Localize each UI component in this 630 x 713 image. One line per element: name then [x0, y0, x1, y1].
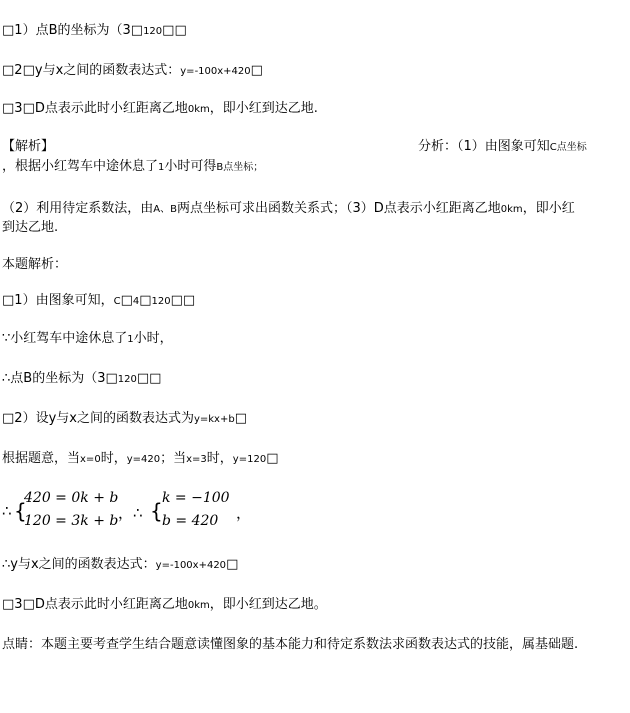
- solution-step-3: ∴点B的坐标为（3□120□□: [2, 371, 162, 386]
- dianjing-comment: 点睛：本题主要考查学生结合题意读懂图象的基本能力和待定系数法求函数表达式的技能，属基础题.: [2, 637, 579, 652]
- analysis-paragraph: （2）利用待定系数法，由A、B两点坐标可求出函数关系式；（3）D点表示小红距离乙地0km，即小红 到达乙地.: [2, 201, 575, 235]
- equation-2: 120 = 3k + b: [24, 513, 119, 529]
- solution-step-4: □2）设y与x之间的函数表达式为y=kx+b□: [2, 411, 247, 426]
- equation-3: k = −100: [162, 490, 230, 506]
- analysis-intro: 分析：（1）由图象可知C点坐标: [418, 139, 587, 154]
- therefore-symbol: ∴: [2, 502, 12, 520]
- equation-1: 420 = 0k + b: [24, 490, 119, 506]
- solution-step-1: □1）由图象可知，C□4□120□□: [2, 293, 196, 308]
- solution-step-7: ∴y与x之间的函数表达式：y=-100x+420□: [2, 557, 239, 572]
- missing-char-box: □: [2, 23, 15, 38]
- trailing-comma: ，: [236, 504, 252, 522]
- solution-step-2: ∵小红驾车中途休息了1小时，: [2, 331, 173, 346]
- answer-1: □1）点B的坐标为（3□120□□: [2, 23, 187, 38]
- left-brace-2: {: [150, 499, 163, 523]
- solution-step-5: 根据题意，当x=0时，y=420；当x=3时，y=120□: [2, 451, 279, 466]
- jiexi-heading: 【解析】: [2, 139, 55, 154]
- left-brace-1: {: [14, 499, 27, 523]
- therefore-separator: ，∴: [118, 504, 143, 522]
- answer-3: □3□D点表示此时小红距离乙地0km，即小红到达乙地.: [2, 101, 318, 116]
- solution-step-8: □3□D点表示此时小红距离乙地0km，即小红到达乙地。: [2, 597, 327, 612]
- answer-2: □2□y与x之间的函数表达式：y=-100x+420□: [2, 63, 263, 78]
- equation-4: b = 420: [162, 513, 219, 529]
- solution-heading: 本题解析：: [2, 257, 68, 272]
- analysis-line-2: ，根据小红驾车中途休息了1小时可得B点坐标；: [2, 159, 264, 174]
